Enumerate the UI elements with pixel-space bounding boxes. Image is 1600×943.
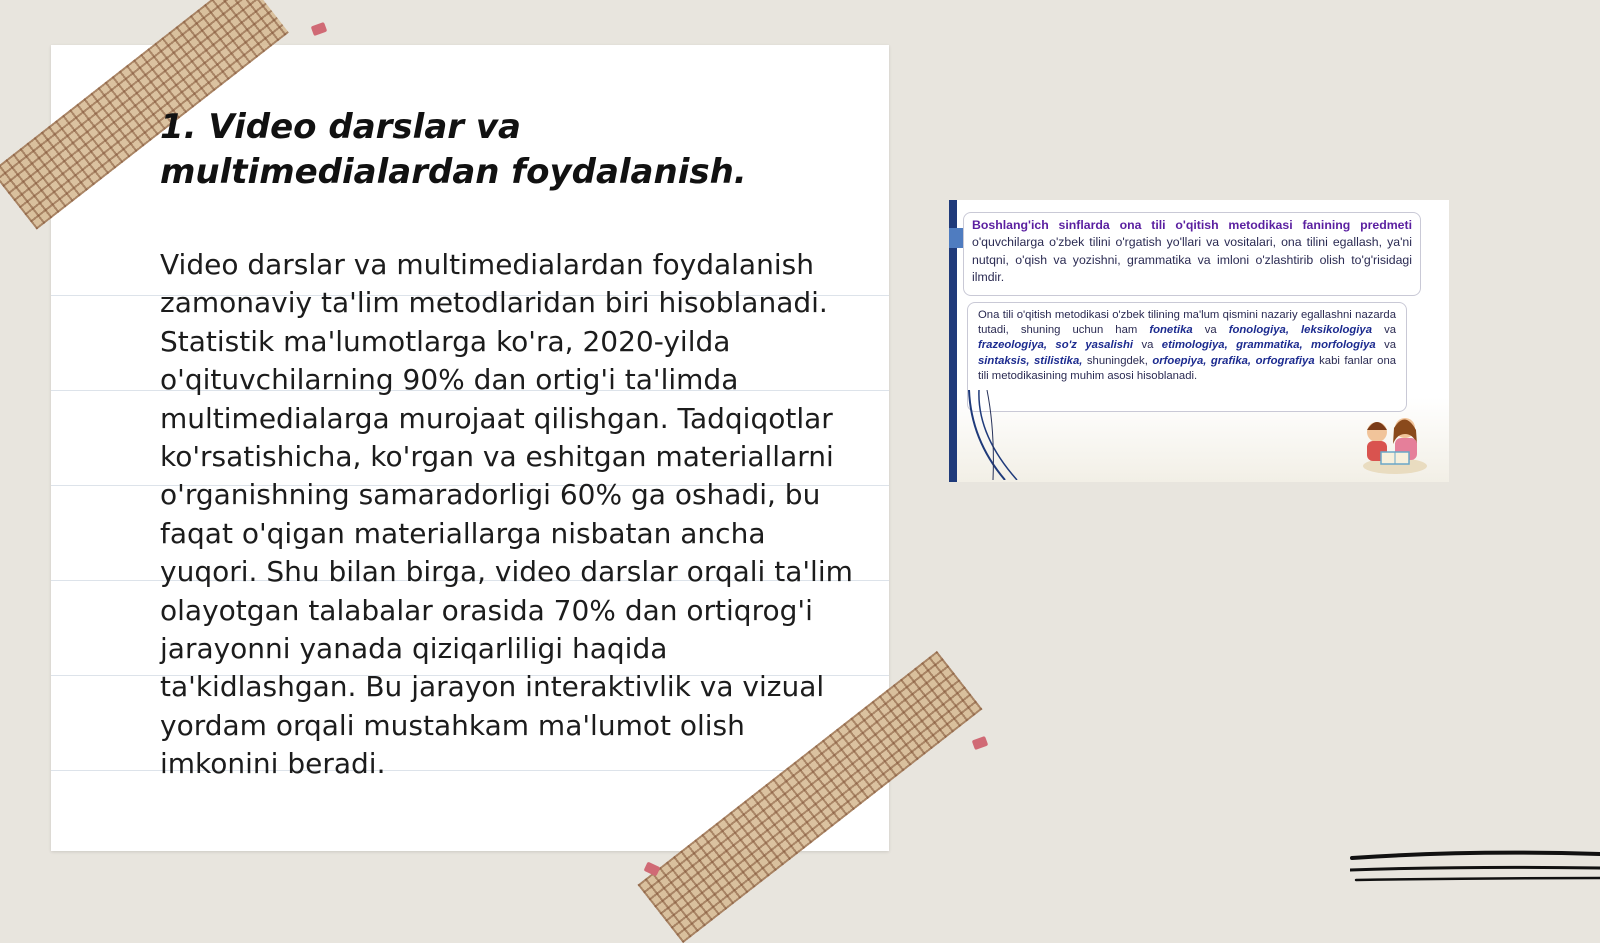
keyword: frazeologiya, so'z yasalishi: [978, 339, 1134, 352]
slide-heading: 1. Video darslar va multimedialardan foydalanish.: [160, 107, 747, 192]
textbook-figure: [949, 200, 1449, 482]
explanation-text: va: [1204, 324, 1217, 337]
slide-body-text: Video darslar va multimedialardan foydalanish zamonaviy ta'lim metodlaridan biri hisoblanadi. Statistik ma'lumotlarga ko'ra, 2020-yilda o'qituvchilarning 90% dan ortig'i ta'limda multimedialarga murojaat qilishgan. Tadqiqotlar ko'rsatishicha, ko'rgan va eshitgan materiallarni o'rganishning samaradorligi 60% ga oshadi, bu faqat o'qigan materiallarga nisbatan ancha yuqori. Shu bilan birga, video darslar orqali ta'lim olayotgan talabalar orasida 70% dan ortiqrog'i jarayonni yanada qiziqarliligi haqida ta'kidlashgan. Bu jarayon interaktivlik va vizual yordam orqali mustahkam ma'lumot olish imkonini beradi.: [160, 248, 853, 781]
explanation-text: va: [1384, 324, 1396, 337]
keyword: fonetika: [1149, 324, 1193, 337]
explanation-text: va: [1141, 339, 1154, 352]
figure-bar-tab: [949, 228, 963, 248]
keyword: fonologiya, leksikologiya: [1228, 324, 1372, 337]
explanation-text: va: [1384, 339, 1397, 352]
reading-children-icon: [1355, 408, 1435, 474]
figure-explanation-box: [967, 302, 1407, 412]
decorative-curves-icon: [965, 390, 1025, 480]
tape-tip-decoration: [311, 22, 328, 36]
explanation-text: Ona tili o'qitish metodikasi o'zbek tilining ma'lum qismini nazariy egallashni nazarda tutadi, shuning uchun ham: [978, 309, 1396, 337]
keyword: etimologiya, grammatika, morfologiya: [1161, 339, 1376, 352]
keyword: orfoepiya, grafika, orfografiya: [1152, 354, 1315, 367]
keyword: sintaksis, stilistika,: [978, 354, 1083, 367]
explanation-text: kabi fanlar ona tili metodikasining muhim asosi hisoblanadi.: [978, 354, 1397, 382]
brush-stroke-lines: [1350, 848, 1600, 888]
definition-rest: o'quvchilarga o'zbek tilini o'rgatish yo'llari va vositalari, ona tilini egallash, ya'ni nutqni, o'qish va yozishni, grammatika va imloni o'zlashtirib olish to'g'risidagi ilmdir.: [972, 235, 1412, 285]
figure-definition-box: [963, 212, 1421, 296]
tape-tip-decoration: [972, 736, 989, 750]
explanation-text: shuningdek,: [1086, 354, 1148, 367]
definition-lead: Boshlang'ich sinflarda ona tili o'qitish metodikasi fanining predmeti: [972, 218, 1412, 232]
